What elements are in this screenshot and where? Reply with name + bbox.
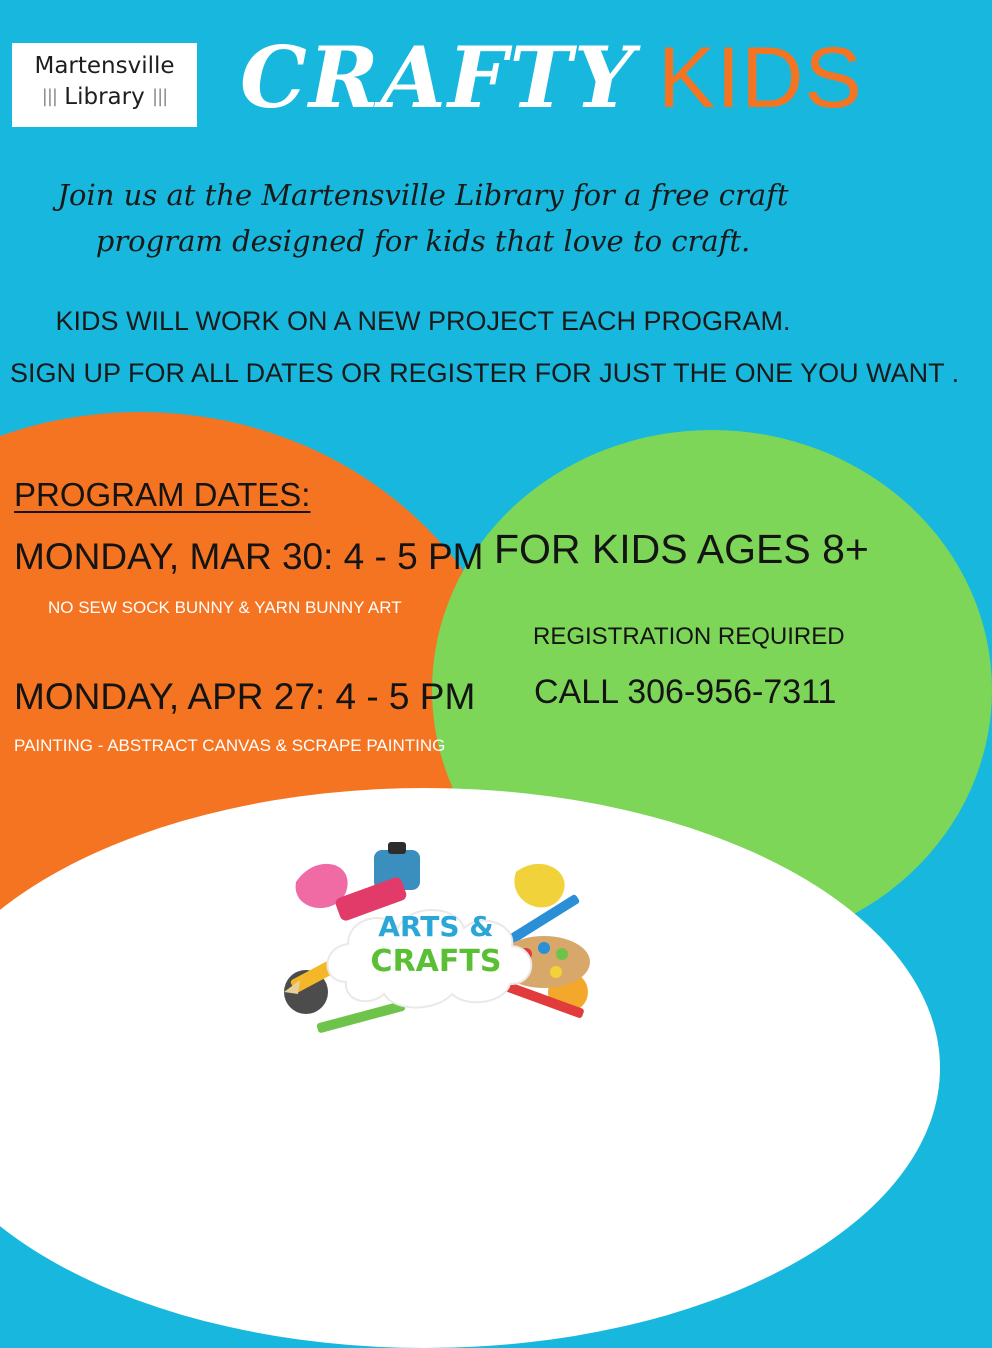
logo-bars-right-icon: ||| [152,86,168,107]
library-logo [12,43,197,127]
intro-text [20,172,826,264]
intro-line-1: Join us at the Martensville Library for a free craft [57,178,789,212]
phone-number: CALL 306-956-7311 [534,673,837,711]
artwork-line-2: CRAFTS [370,944,502,979]
session-2-description: PAINTING - ABSTRACT CANVAS & SCRAPE PAINTING [14,736,446,755]
title-kids: KIDS [657,30,863,126]
age-requirement: FOR KIDS AGES 8+ [494,526,869,572]
artwork-line-1: ARTS & [378,910,494,943]
logo-library-word: Library [64,84,145,110]
arts-crafts-illustration [276,842,596,1042]
poster-title [240,28,863,158]
session-1-date: MONDAY, MAR 30: 4 - 5 PM [14,536,484,577]
logo-name: Martensville [34,53,175,79]
program-dates-heading: PROGRAM DATES: [14,476,311,513]
logo-subline [12,81,197,113]
title-crafty: CRAFTY [240,28,636,127]
intro-line-2: program designed for kids that love to craft. [95,224,751,258]
registration-note: REGISTRATION REQUIRED [533,623,845,650]
session-1-description: NO SEW SOCK BUNNY & YARN BUNNY ART [48,598,402,617]
info-line-2: SIGN UP FOR ALL DATES OR REGISTER FOR JUST THE ONE YOU WANT . [10,358,960,388]
session-2-date: MONDAY, APR 27: 4 - 5 PM [14,676,476,717]
info-line-1: KIDS WILL WORK ON A NEW PROJECT EACH PROGRAM. [55,306,791,336]
logo-bars-left-icon: ||| [41,86,57,107]
